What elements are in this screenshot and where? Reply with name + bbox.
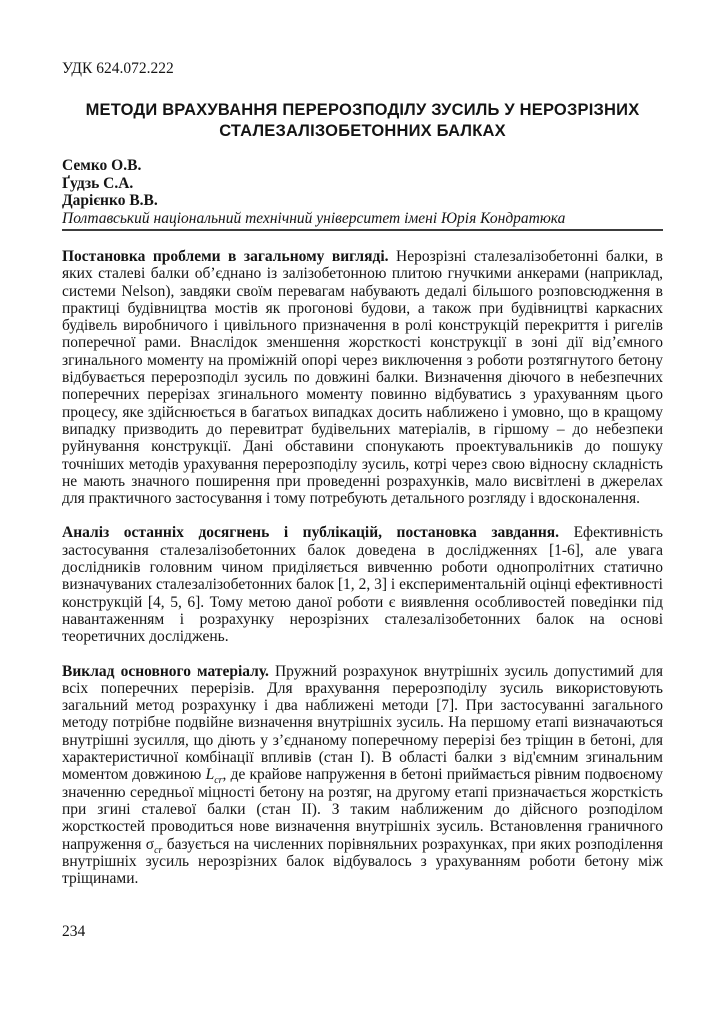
paragraph-main-material xyxy=(62,663,663,888)
math-stress-sigma-cr xyxy=(145,835,163,856)
authors-block xyxy=(62,157,663,210)
section-text-main-material-3: базується на численних порівняльних розрахунках, при яких розподілення внутрішніх зусиль нерозрізних балок відбувалось з урахуванням роботи бетону між тріщинами. xyxy=(62,835,663,888)
page-content xyxy=(62,60,663,941)
author-1: Семко О.В. xyxy=(62,157,142,174)
paragraph-analysis xyxy=(62,524,663,645)
udc-number: УДК 624.072.222 xyxy=(62,60,174,77)
paragraph-problem-statement xyxy=(62,248,663,507)
math-length-L-cr xyxy=(205,766,223,787)
section-text-main-material-1: Пружний розрахунок внутрішніх зусиль допустимий для всіх поперечних перерізів. Для врахування перерозподілу зусиль використовують загальний метод розрахунку і два наближені методи [7]. При застосуванні загального методу потрібне подвійне визначення внутрішніх зусиль. На першому етапі визначаються внутрішні зусилля, що діють у з’єднаному поперечному перерізі без тріщин в бетоні, для характеристичної комбінації впливів (стан I). В області балки з від'ємним згинальним моментом довжиною xyxy=(62,662,663,784)
math-length-subscript: cr xyxy=(214,775,223,787)
math-stress-symbol: σ xyxy=(145,835,155,853)
author-3: Дарієнко В.В. xyxy=(62,192,158,209)
section-lead-analysis: Аналіз останніх досягнень і публікацій, постановка завдання. xyxy=(62,524,560,542)
affiliation: Полтавський національний технічний університет імені Юрія Кондратюка xyxy=(62,210,663,232)
paper-title xyxy=(62,100,663,142)
section-lead-problem-statement: Постановка проблеми в загальному вигляді. xyxy=(62,248,389,265)
author-2: Ґудзь С.А. xyxy=(62,174,134,192)
section-text-analysis: Ефективність застосування сталезалізобетонних балок доведена в дослідженнях [1-6], але увага дослідників головним чином приділяється вивченню роботи однопролітних статично визначуваних сталезалізобетонних балок [1, 2, 3] і експериментальній оцінці ефективності конструкцій [4, 5, 6]. Тому метою даної роботи є виявлення особливостей поведінки під навантаженням і розрахунку нерозрізних сталезалізобетонних балок на основі теоретичних досліджень. xyxy=(62,524,663,646)
section-text-main-material-2: , де крайове напруження в бетоні приймається рівним подвоєному значенню середньої міцності бетону на розтяг, на другому етапі призначається жорсткість при згині сталевої балки (стан II). З таким наближеним до дійсного розподілом жорсткостей проводиться нове визначення внутрішніх зусиль. Встановлення граничного напруження xyxy=(62,766,663,853)
page-number: 234 xyxy=(62,923,86,941)
paper-title-line2: СТАЛЕЗАЛІЗОБЕТОННИХ БАЛКАХ xyxy=(219,122,506,140)
math-length-symbol: L xyxy=(205,766,215,784)
paper-title-line1: МЕТОДИ ВРАХУВАННЯ ПЕРЕРОЗПОДІЛУ ЗУСИЛЬ У НЕРОЗРІЗНИХ xyxy=(85,101,640,119)
section-text-problem-statement: Нерозрізні сталезалізобетонні балки, в яких сталеві балки об’єднано із залізобетонною плитою гнучкими анкерами (наприклад, системи Nelson), завдяки своїм перевагам набувають дедалі більшого розповсюдження в практиці будівництва мостів як прогонові будови, а також при будівництві каркасних будівель виробничого і цивільного призначення в ролі конструкцій перекриття і ригелів поперечної рами. Внаслідок зменшення жорсткості конструкції в зоні дії від’ємного згинального моменту на проміжній опорі через виключення з роботи розтягнутого бетону відбувається перерозподіл зусиль по довжині балки. Визначення діючого в небезпечних поперечних перерізах згинального моменту повинно відбуватись з урахуванням цього процесу, яке здійснюється в багатьох випадках досить наближено і умовно, що в кращому випадку призводить до перевитрат будівельних матеріалів, в гіршому – до небезпеки руйнування конструкції. Дані обставини спонукають проектувальників до пошуку точніших методів урахування перерозподілу зусиль, котрі через свою відносну складність не мають значного поширення при проведенні розрахунків, мало висвітлені в джерелах для практичного застосування і тому потребують детального розгляду і вдосконалення. xyxy=(62,248,663,508)
section-lead-main-material: Виклад основного матеріалу. xyxy=(62,662,269,680)
math-stress-subscript: cr xyxy=(154,844,163,856)
